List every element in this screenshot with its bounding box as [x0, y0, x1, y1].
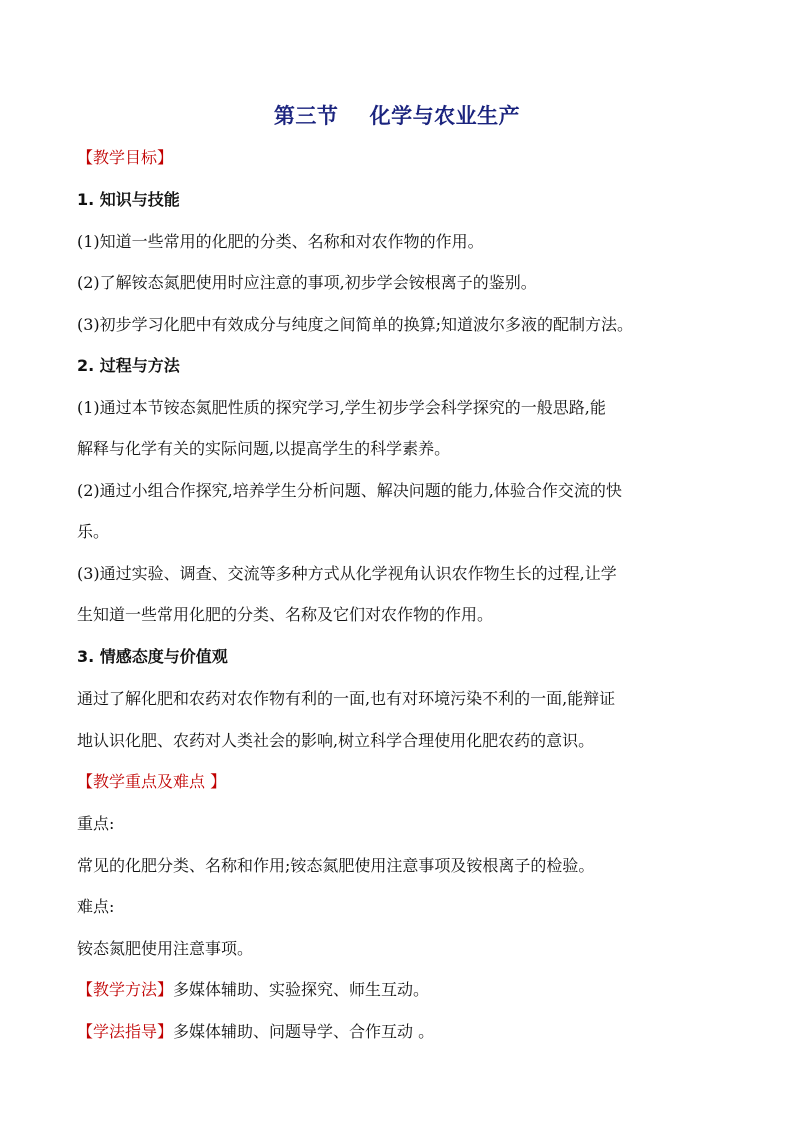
process-method-heading: 2. 过程与方法	[77, 356, 180, 375]
teaching-method-label: 【教学方法】	[77, 980, 174, 999]
knowledge-item-2: (2)了解铵态氮肥使用时应注意的事项,初步学会铵根离子的鉴别。	[77, 273, 537, 292]
process-line-3: (2)通过小组合作探究,培养学生分析问题、解决问题的能力,体验合作交流的快	[77, 481, 622, 500]
study-guidance-text: 多媒体辅助、问题导学、合作互动 。	[173, 1022, 435, 1041]
knowledge-item-1: (1)知道一些常用的化肥的分类、名称和对农作物的作用。	[77, 232, 484, 251]
knowledge-skills-heading: 1. 知识与技能	[77, 190, 180, 209]
knowledge-item-3: (3)初步学习化肥中有效成分与纯度之间简单的换算;知道波尔多液的配制方法。	[77, 315, 634, 334]
study-guidance-label: 【学法指导】	[77, 1022, 174, 1041]
difficulty-text: 铵态氮肥使用注意事项。	[77, 939, 254, 958]
process-line-5: (3)通过实验、调查、交流等多种方式从化学视角认识农作物生长的过程,让学	[77, 564, 617, 583]
attitude-values-heading: 3. 情感态度与价值观	[77, 647, 228, 666]
page-title: 第三节 化学与农业生产	[273, 103, 521, 128]
focus-text: 常见的化肥分类、名称和作用;铵态氮肥使用注意事项及铵根离子的检验。	[77, 856, 595, 875]
process-line-2: 解释与化学有关的实际问题,以提高学生的科学素养。	[77, 439, 451, 458]
key-points-header: 【教学重点及难点 】	[77, 772, 227, 791]
process-line-1: (1)通过本节铵态氮肥性质的探究学习,学生初步学会科学探究的一般思路,能	[77, 398, 606, 417]
attitude-line-2: 地认识化肥、农药对人类社会的影响,树立科学合理使用化肥农药的意识。	[77, 731, 595, 750]
teaching-method-text: 多媒体辅助、实验探究、师生互动。	[173, 980, 430, 999]
focus-label: 重点:	[77, 814, 115, 833]
difficulty-label: 难点:	[77, 897, 115, 916]
objectives-header: 【教学目标】	[77, 148, 174, 167]
study-guidance-row	[77, 1022, 737, 1042]
attitude-line-1: 通过了解化肥和农药对农作物有利的一面,也有对环境污染不利的一面,能辩证	[77, 689, 616, 708]
process-line-6: 生知道一些常用化肥的分类、名称及它们对农作物的作用。	[77, 605, 494, 624]
teaching-method-row	[77, 980, 737, 1000]
process-line-4: 乐。	[77, 522, 110, 541]
